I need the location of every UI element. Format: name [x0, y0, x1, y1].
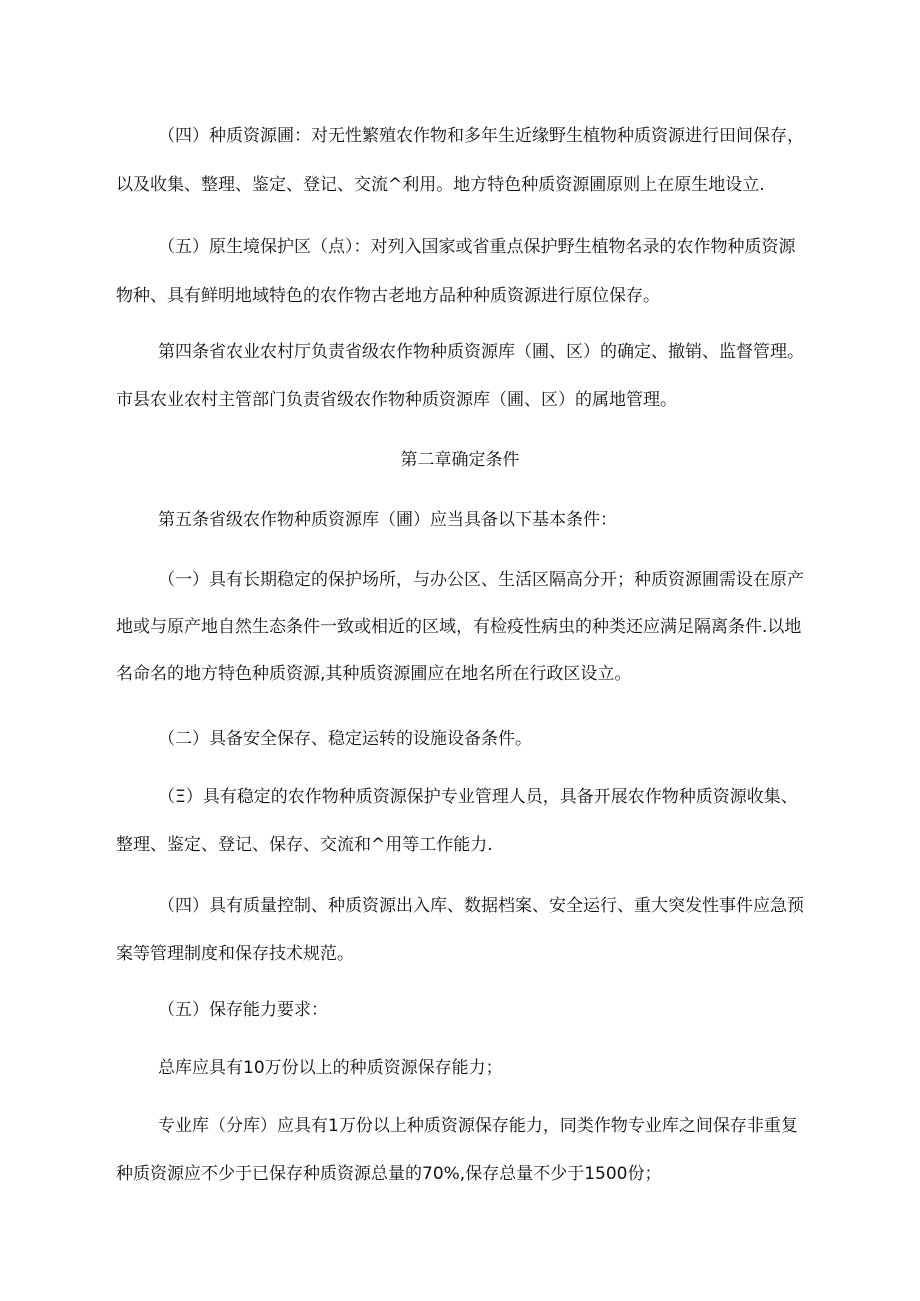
condition-3-line-1: （Ξ）具有稳定的农作物种质资源保护专业管理人员，具备开展农作物种质资源收集、 — [158, 787, 798, 807]
condition-4-line-2: 案等管理制度和保存技术规范。 — [116, 944, 354, 964]
condition-1-line-2: 地或与原产地自然生态条件一致或相近的区域，有检疫性病虫的种类还应满足隔离条件.以地 — [116, 617, 802, 637]
condition-1-line-3: 名命名的地方特色种质资源,其种质资源圃应在地名所在行政区设立。 — [116, 664, 632, 684]
paragraph-4-nursery-line-2: 以及收集、整理、鉴定、登记、交流^利用。地方特色种质资源圃原则上在原生地设立. — [116, 175, 765, 195]
condition-5-heading: （五）保存能力要求： — [158, 1000, 328, 1020]
article-4-line-2: 市县农业农村主管部门负责省级农作物种质资源库（圃、区）的属地管理。 — [116, 390, 677, 410]
article-4-line-1: 第四条省农业农村厅负责省级农作物种质资源库（圃、区）的确定、撤销、监督管理。 — [158, 342, 804, 362]
condition-3-line-2: 整理、鉴定、登记、保存、交流和^用等工作能力. — [116, 835, 493, 855]
paragraph-4-nursery-line-1: （四）种质资源圃：对无性繁殖农作物和多年生近缘野生植物种质资源进行田间保存， — [158, 126, 804, 146]
specialized-bank-line-2: 种质资源应不少于已保存种质资源总量的70%,保存总量不少于1500份； — [116, 1164, 662, 1184]
article-5-intro: 第五条省级农作物种质资源库（圃）应当具备以下基本条件： — [158, 510, 617, 530]
condition-1-line-1: （一）具有长期稳定的保护场所，与办公区、生活区隔高分开；种质资源圃需设在原产 — [158, 570, 804, 590]
chapter-2-heading: 第二章确定条件 — [400, 450, 520, 470]
paragraph-5-insitu-line-1: （五）原生境保护区（点）：对列入国家或省重点保护野生植物名录的农作物种质资源 — [158, 237, 796, 257]
condition-2: （二）具备安全保存、稳定运转的设施设备条件。 — [158, 729, 532, 749]
paragraph-5-insitu-line-2: 物种、具有鲜明地域特色的农作物古老地方品种种质资源进行原位保存。 — [116, 286, 660, 306]
specialized-bank-line-1: 专业库（分库）应具有1万份以上种质资源保存能力，同类作物专业库之间保存非重复 — [158, 1116, 798, 1136]
condition-4-line-1: （四）具有质量控制、种质资源出入库、数据档案、安全运行、重大突发性事件应急预 — [158, 896, 804, 916]
main-bank-requirement: 总库应具有10万份以上的种质资源保存能力； — [158, 1058, 503, 1078]
